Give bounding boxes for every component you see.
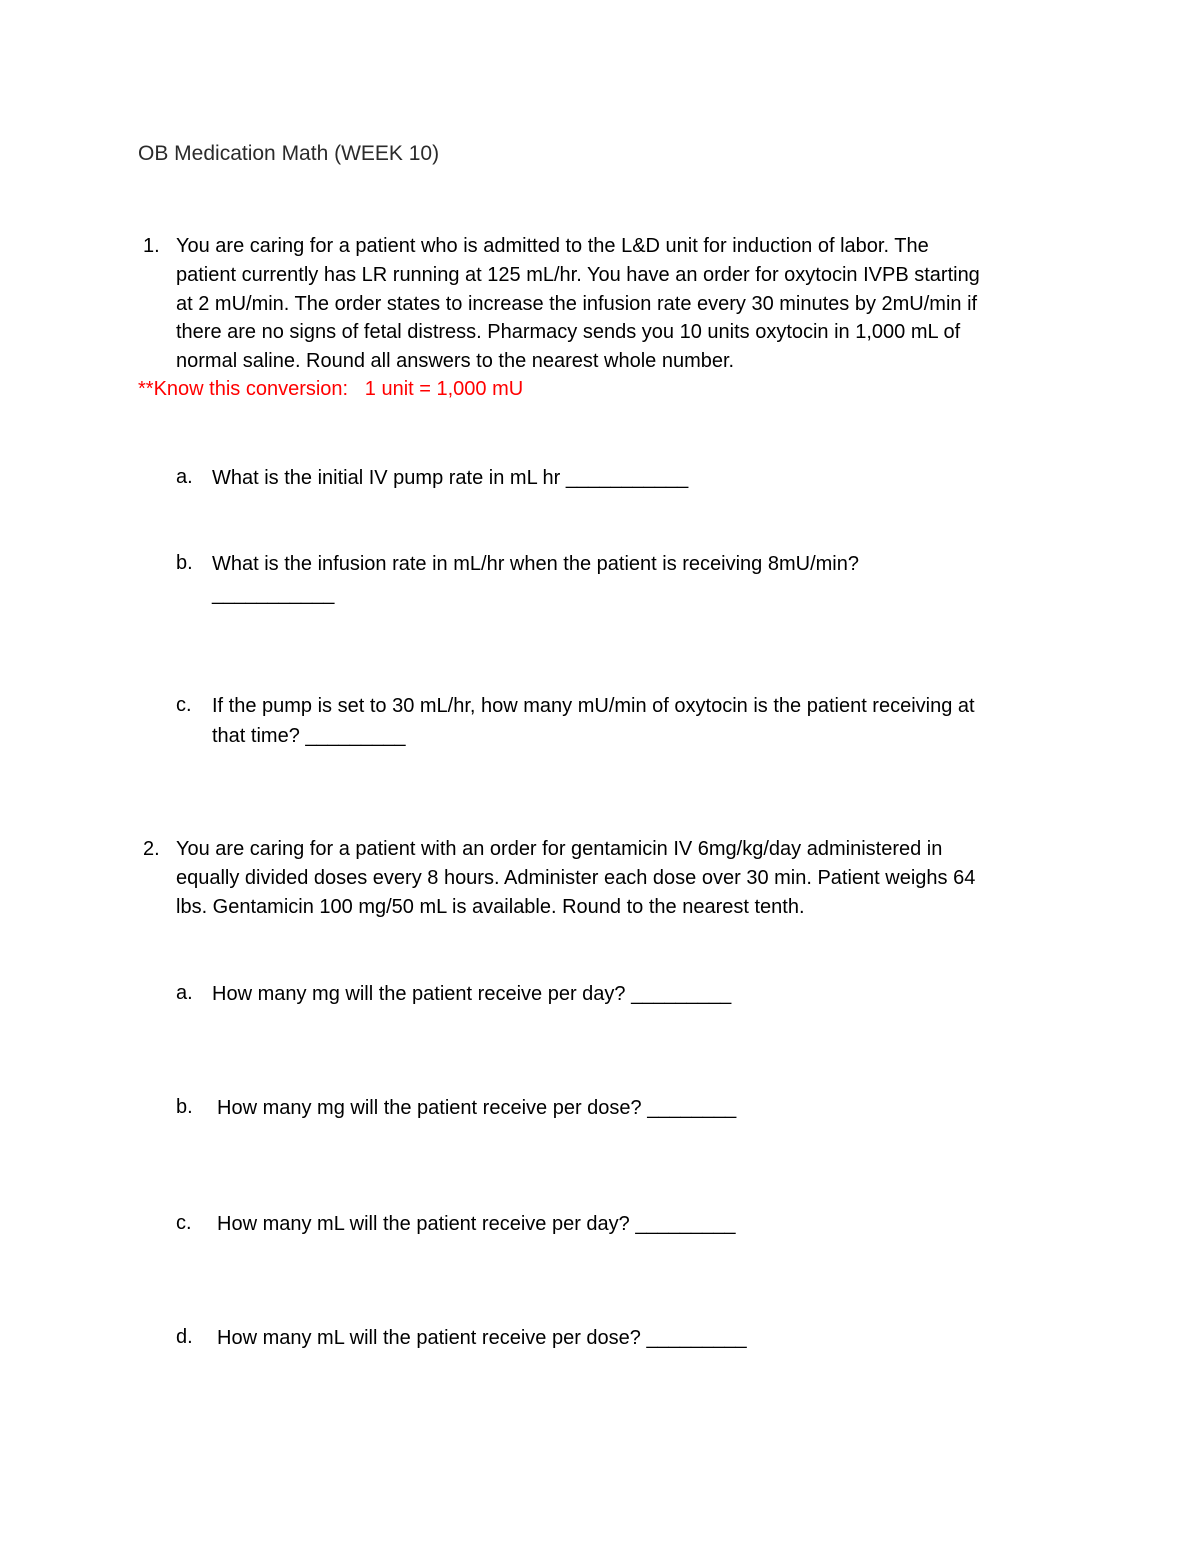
question-1c-letter: c. bbox=[176, 694, 192, 716]
question-2c-text: How many mL will the patient receive per day? _________ bbox=[217, 1213, 736, 1235]
question-2-number: 2. bbox=[143, 838, 160, 860]
question-2b-letter: b. bbox=[176, 1096, 193, 1118]
question-1b-text: What is the infusion rate in mL/hr when the patient is receiving 8mU/min? ___________ bbox=[212, 553, 859, 605]
question-2-text: You are caring for a patient with an order for gentamicin IV 6mg/kg/day administered in equally divided doses every 8 hours. Administer each dose over 30 min. Patient weighs 64 lbs. Gentamicin 100 mg/50 mL is available. Round to the nearest tenth. bbox=[176, 838, 976, 918]
question-1c-text: If the pump is set to 30 mL/hr, how many mU/min of oxytocin is the patient receiving at that time? _________ bbox=[212, 695, 975, 747]
question-1a-letter: a. bbox=[176, 466, 193, 488]
question-1b-letter: b. bbox=[176, 552, 193, 574]
document-title: OB Medication Math (WEEK 10) bbox=[138, 142, 440, 165]
question-1-number: 1. bbox=[143, 235, 160, 257]
question-2a-letter: a. bbox=[176, 982, 193, 1004]
question-2d-letter: d. bbox=[176, 1326, 193, 1348]
question-2d-text: How many mL will the patient receive per dose? _________ bbox=[217, 1327, 747, 1349]
question-2b-text: How many mg will the patient receive per dose? ________ bbox=[217, 1097, 737, 1119]
question-2a-text: How many mg will the patient receive per day? _________ bbox=[212, 983, 732, 1005]
question-1a-text: What is the initial IV pump rate in mL hr ___________ bbox=[212, 467, 689, 489]
question-1-text: You are caring for a patient who is admitted to the L&D unit for induction of labor. The patient currently has LR running at 125 mL/hr. You have an order for oxytocin IVPB starting at 2 mU/min. The order states to increase the infusion rate every 30 minutes by 2mU/min if there are no signs of fetal distress. Pharmacy sends you 10 units oxytocin in 1,000 mL of normal saline. Round all answers to the nearest whole number. bbox=[176, 235, 980, 373]
question-2c-letter: c. bbox=[176, 1212, 192, 1234]
conversion-note: **Know this conversion: 1 unit = 1,000 mU bbox=[138, 378, 524, 400]
